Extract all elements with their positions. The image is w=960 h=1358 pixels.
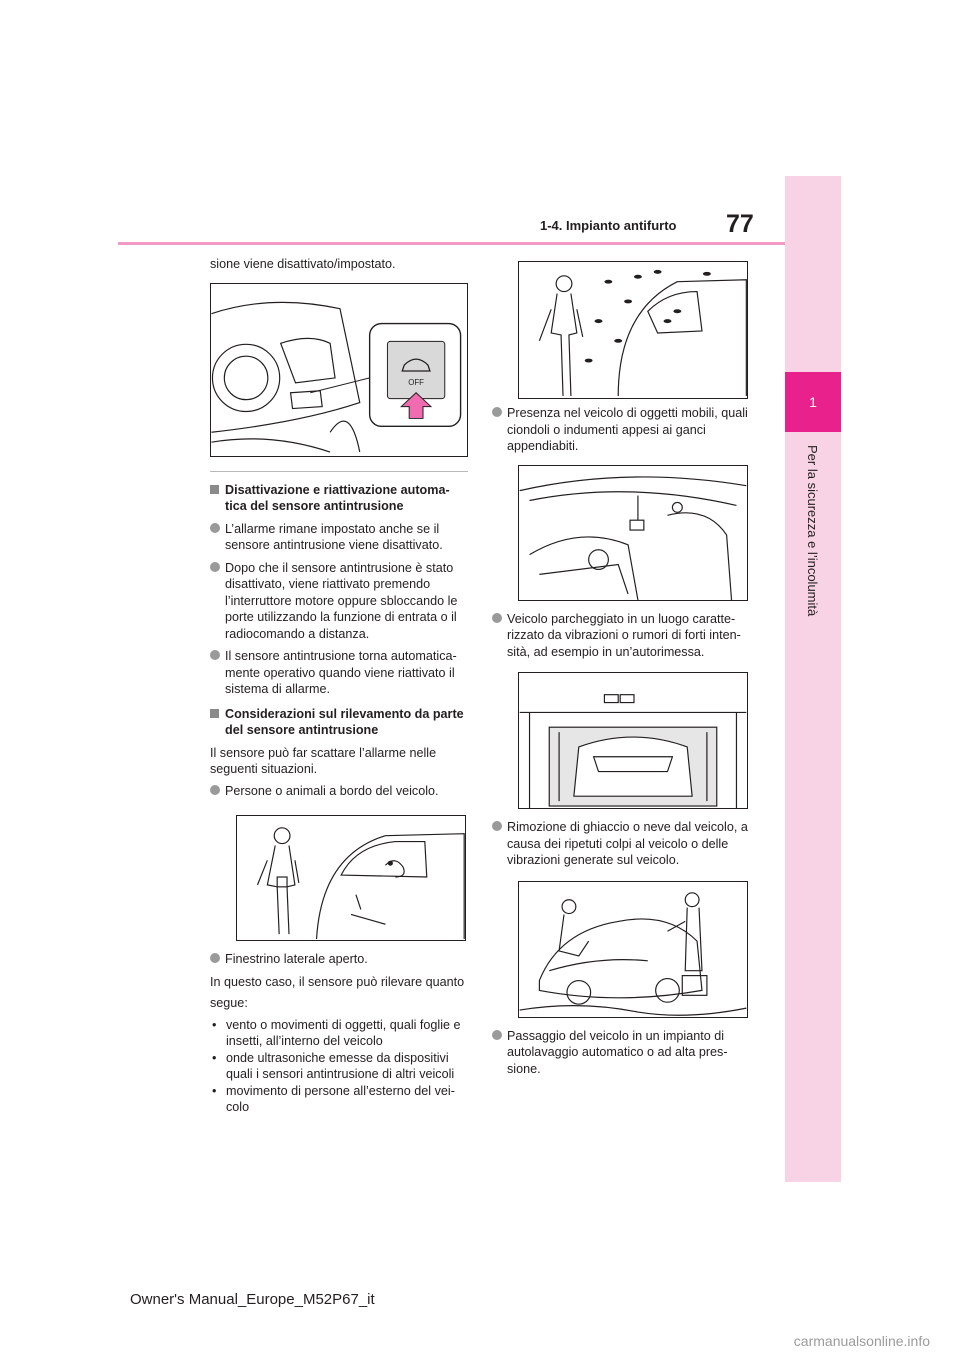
off-button-label: OFF <box>408 377 424 387</box>
follows-text: segue: <box>210 996 248 1010</box>
list-item: • movimento di persone all’esterno del vei-colo <box>212 1083 455 1114</box>
page-number: 77 <box>726 210 754 238</box>
bullet-item: Passaggio del veicolo in un impianto di autolavaggio automatico o ad alta pres-sione. <box>492 1028 752 1078</box>
interior-illustration <box>519 466 747 600</box>
left-column <box>210 256 468 1116</box>
list-item: • onde ultrasoniche emesse da dispositivi quali i sensori antintrusione di altri veicoli <box>212 1050 455 1081</box>
figure-off-switch <box>210 283 468 457</box>
figure-person-dog <box>236 815 466 941</box>
bullet-dot-icon <box>492 407 502 417</box>
bullet-dot-icon <box>210 523 220 533</box>
bullet-dot-icon <box>492 613 502 623</box>
section-title: 1-4. Impianto antifurto <box>540 218 677 233</box>
person-and-dog-illustration <box>237 816 465 940</box>
bullet-dot-icon <box>210 562 220 572</box>
watermark: carmanualsonline.info <box>793 1333 930 1349</box>
garage-illustration <box>519 673 747 808</box>
intro-text: sione viene disattivato/impostato. <box>210 257 396 271</box>
bullet-item: L’allarme rimane impostato anche se il sensore antintrusione viene disattivato. <box>210 521 468 554</box>
case-text: In questo caso, il sensore può rilevare quanto <box>210 974 465 989</box>
bullet-item: Rimozione di ghiaccio o neve dal veicolo, a causa dei ripetuti colpi al veicolo o delle vibrazioni generate sul veicolo. <box>492 819 752 869</box>
chapter-side-tab <box>785 176 841 1182</box>
bullet-dot-icon <box>210 785 220 795</box>
chapter-title: Per la sicurezza e l’incolumità <box>805 445 820 617</box>
figure-snow-removal <box>518 881 748 1018</box>
bullet-item: Il sensore antintrusione torna automatica-mente operativo quando viene riattivato il sistema di allarme. <box>210 648 468 698</box>
considerations-intro: Il sensore può far scattare l’allarme nelle seguenti situazioni. <box>210 745 437 776</box>
bullet-item: Presenza nel veicolo di oggetti mobili, quali ciondoli o indumenti appesi ai ganci appendiabiti. <box>492 405 752 455</box>
dash-list <box>210 1017 468 1116</box>
bullet-item: Veicolo parcheggiato in un luogo caratte-rizzato da vibrazioni o rumori di forti inten-sità, ad esempio in un’autorimessa. <box>492 611 752 661</box>
bullet-item: Persone o animali a bordo del veicolo. <box>210 783 468 800</box>
bullet-dot-icon <box>492 821 502 831</box>
header-rule <box>118 242 785 245</box>
heading-deactivation: Disattivazione e riattivazione automa-tica del sensore antintrusione <box>210 482 468 515</box>
right-column <box>492 261 752 1083</box>
snow-removal-illustration <box>519 882 747 1017</box>
heading-considerations: Considerazioni sul rilevamento da parte del sensore antintrusione <box>210 706 468 739</box>
bullet-dot-icon <box>210 953 220 963</box>
bullet-dot-icon <box>210 650 220 660</box>
bullet-dot-icon <box>492 1030 502 1040</box>
bullet-item: Finestrino laterale aperto. <box>210 951 468 968</box>
leaves-illustration <box>519 262 747 398</box>
dashboard-illustration <box>211 284 467 456</box>
bullet-item: Dopo che il sensore antintrusione è stato disattivato, viene riattivato premendo l’interruttore motore oppure sbloccando le porte utilizzando la funzione di entrata o il radiocomando a distanza. <box>210 560 468 643</box>
figure-hanging-objects <box>518 465 748 601</box>
heading-square-icon <box>210 485 219 494</box>
figure-leaves <box>518 261 748 399</box>
figure-garage <box>518 672 748 809</box>
heading-square-icon <box>210 709 219 718</box>
list-item: • vento o movimenti di oggetti, quali foglie e insetti, all’interno del veicolo <box>212 1017 461 1048</box>
manual-id: Owner's Manual_Europe_M52P67_it <box>130 1291 375 1308</box>
section-divider <box>210 471 468 472</box>
chapter-number: 1 <box>785 372 841 432</box>
